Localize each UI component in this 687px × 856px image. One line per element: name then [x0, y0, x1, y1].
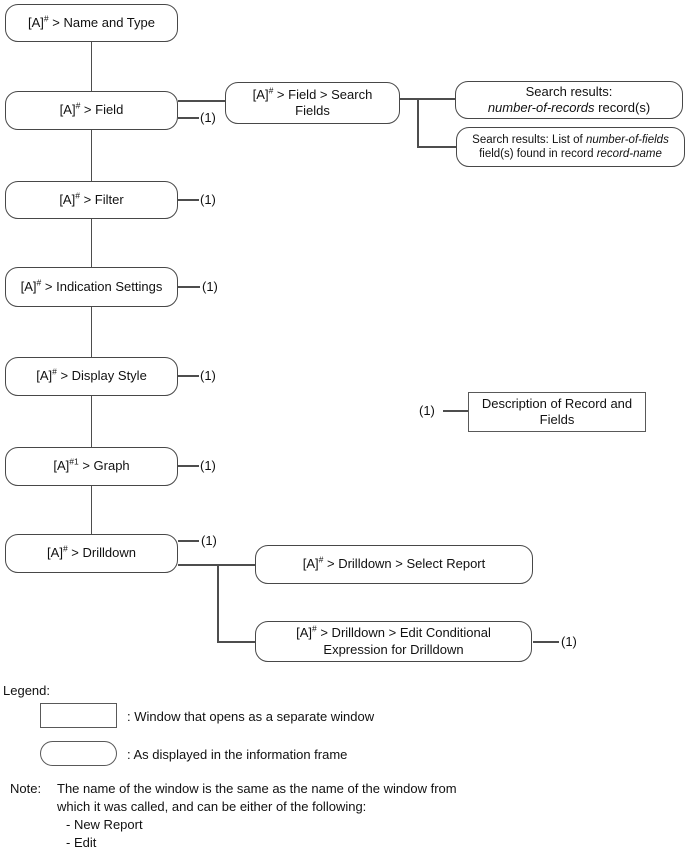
ref-1-label: (1) — [200, 368, 216, 383]
node-display-style-label — [36, 368, 147, 384]
label-text: [A] — [59, 191, 76, 207]
label-text: > Drilldown — [67, 545, 136, 561]
connector-field-to-ref — [178, 117, 199, 119]
label-text: > Name and Type — [48, 14, 155, 30]
label-text: [A] — [252, 86, 269, 102]
label-text: record(s) — [594, 100, 651, 115]
ref-1-label: (1) — [202, 279, 218, 294]
node-search-results-fields-list-label — [472, 133, 669, 162]
connector-drilldown-branch — [217, 564, 219, 642]
node-description-of-record-and-fields — [468, 392, 646, 432]
connector-field-to-searchfields — [178, 100, 225, 102]
label-text: [A] — [28, 14, 44, 30]
label-sup: #1 — [69, 457, 79, 468]
node-filter — [5, 181, 178, 219]
legend-info-frame-sample — [40, 741, 117, 766]
legend-window-box-sample — [40, 703, 117, 728]
node-drilldown-edit-conditional-label — [264, 625, 523, 658]
node-filter-label — [59, 192, 123, 208]
label-text: [A] — [36, 368, 53, 384]
connector-nametype-to-field — [91, 42, 93, 91]
connector-drilldown-to-ref — [178, 540, 199, 542]
label-text: > Display Style — [56, 368, 147, 384]
node-field-search-fields — [225, 82, 400, 124]
label-line — [472, 147, 669, 161]
note-line-1: The name of the window is the same as the name of the window from — [57, 781, 457, 796]
label-text: [A] — [59, 102, 76, 118]
node-field-search-fields-label — [234, 87, 391, 120]
node-indication-settings-label — [21, 279, 163, 295]
node-drilldown-select-report — [255, 545, 533, 584]
connector-editconditional-to-ref — [533, 641, 559, 643]
node-graph — [5, 447, 178, 486]
label-text: > Drilldown > Select Report — [323, 556, 486, 572]
label-text: > Field > Search Fields — [273, 86, 373, 118]
ref-1-label: (1) — [200, 192, 216, 207]
legend-window-box-label: : Window that opens as a separate window — [127, 709, 375, 724]
label-line — [488, 100, 650, 116]
label-text: > Field — [80, 102, 124, 118]
label-sup: # — [312, 623, 317, 634]
label-sup: # — [43, 13, 49, 24]
node-name-and-type — [5, 4, 178, 42]
label-text: [A] — [296, 625, 312, 641]
label-sup: # — [75, 190, 80, 201]
connector-results-branch — [417, 98, 419, 147]
label-text: [A] — [47, 545, 63, 561]
label-text: > Graph — [78, 458, 130, 474]
label-text: [A] — [53, 458, 70, 474]
node-drilldown-edit-conditional — [255, 621, 532, 662]
node-graph-label — [53, 458, 129, 474]
ref-1-label: (1) — [561, 634, 577, 649]
legend-info-frame-label: : As displayed in the information frame — [127, 747, 348, 762]
node-display-style — [5, 357, 178, 396]
node-field-label — [60, 102, 124, 118]
connector-graph-to-ref — [178, 465, 199, 467]
legend-title: Legend: — [3, 683, 50, 698]
label-text: Search results: List of — [472, 133, 586, 146]
connector-graph-to-drilldown — [91, 486, 93, 534]
label-text: > Filter — [79, 191, 124, 207]
node-search-results-records — [455, 81, 683, 119]
label-text: [A] — [20, 278, 37, 294]
label-sup: # — [36, 277, 42, 288]
note-line-2: which it was called, and can be either of the following: — [57, 799, 367, 814]
node-drilldown-label — [47, 545, 136, 561]
connector-indication-to-ref — [178, 286, 200, 288]
note-item-new-report: - New Report — [66, 817, 143, 832]
ref-1-label: (1) — [201, 533, 217, 548]
label-italic: number-of-fields — [585, 133, 669, 146]
label-italic: number-of-records — [487, 100, 595, 115]
connector-display-to-ref — [178, 375, 199, 377]
ref-1-label: (1) — [200, 458, 216, 473]
node-search-results-records-label — [488, 84, 650, 117]
connector-display-to-graph — [91, 396, 93, 447]
label-sup: # — [52, 367, 57, 378]
node-drilldown — [5, 534, 178, 573]
note-item-edit: - Edit — [66, 835, 97, 850]
ref-1-label: (1) — [200, 110, 216, 125]
label-sup: # — [75, 101, 81, 112]
label-text: > Indication Settings — [41, 278, 163, 294]
node-indication-settings — [5, 267, 178, 307]
label-sup: # — [318, 555, 324, 566]
label-text: > Drilldown > Edit Conditional Expression for Drilldown — [316, 625, 491, 657]
connector-branch-to-fieldslist — [417, 146, 457, 148]
label-text: Search results: — [525, 83, 613, 99]
connector-filter-to-indication — [91, 219, 93, 267]
label-italic: record-name — [596, 148, 662, 160]
connector-field-to-filter — [91, 130, 93, 181]
node-search-results-fields-list — [456, 127, 685, 167]
connector-indication-to-display — [91, 307, 93, 357]
label-text: [A] — [302, 556, 319, 572]
note-label: Note: — [10, 781, 42, 796]
label-line — [472, 133, 669, 147]
node-field — [5, 91, 178, 130]
connector-searchfields-to-results — [400, 98, 455, 100]
ref-1-label: (1) — [419, 403, 435, 418]
node-drilldown-select-report-label — [303, 556, 486, 572]
label-text: field(s) found in record — [479, 148, 597, 160]
connector-filter-to-ref — [178, 199, 199, 201]
label-sup: # — [268, 85, 274, 96]
node-description-label: Description of Record and Fields — [481, 395, 633, 427]
node-name-and-type-label — [28, 15, 155, 31]
connector-ref-to-description — [443, 410, 468, 412]
connector-branch-to-editconditional — [217, 641, 255, 643]
label-sup: # — [62, 544, 68, 555]
